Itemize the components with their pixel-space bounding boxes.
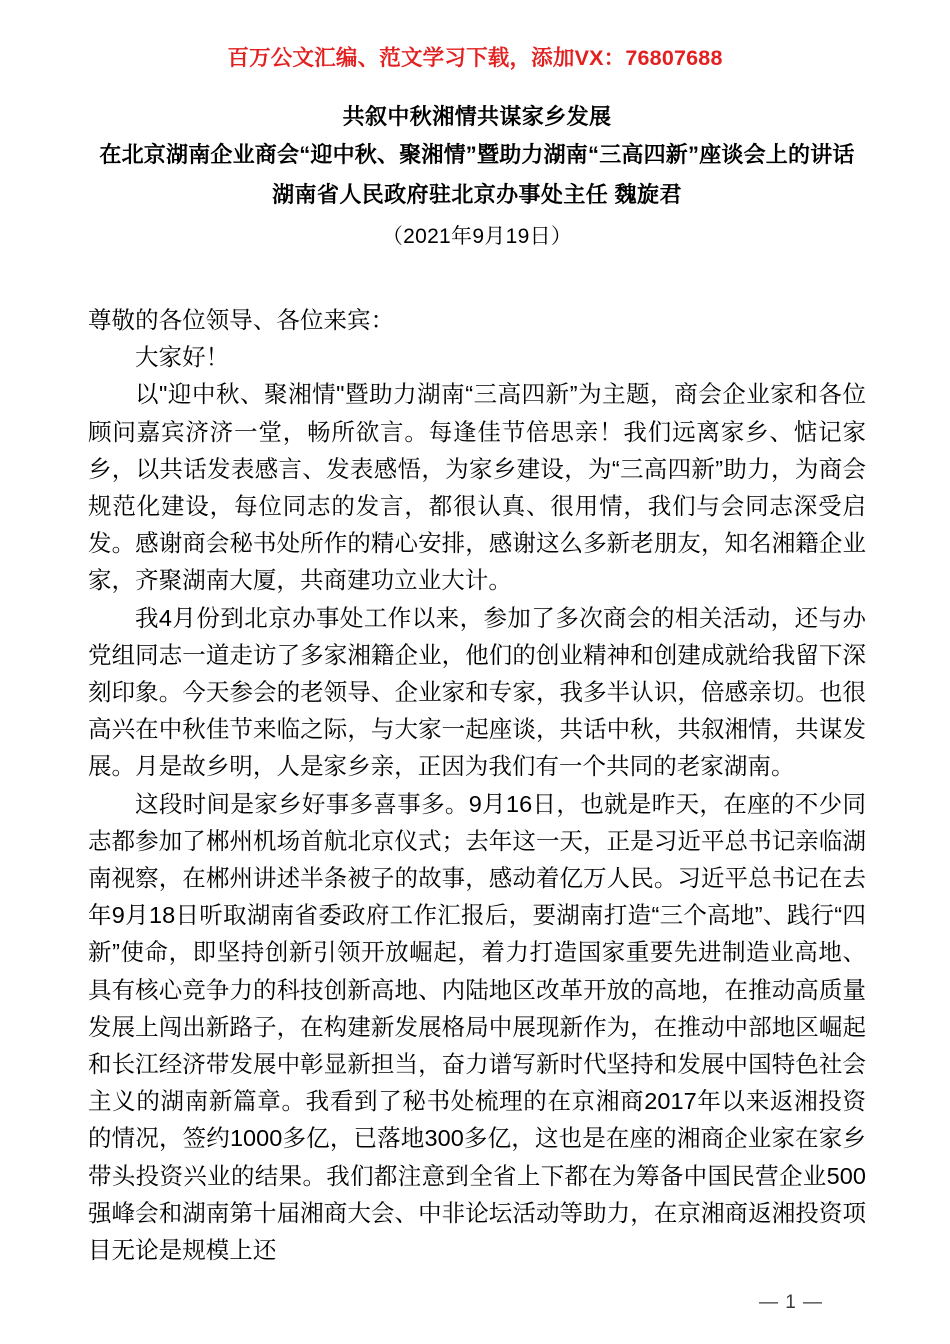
page-footer	[0, 1292, 950, 1314]
paragraph-hometown-news: 这段时间是家乡好事多喜事多。9月16日，也就是昨天，在座的不少同志都参加了郴州机场首航北京仪式；去年这一天，正是习近平总书记亲临湖南视察，在郴州讲述半条被子的故事，感动着亿万人民。习近平总书记在去年9月18日听取湖南省委政府工作汇报后，要湖南打造“三个高地”、践行“四新”使命，即坚持创新引领开放崛起，着力打造国家重要先进制造业高地、具有核心竞争力的科技创新高地、内陆地区改革开放的高地，在推动高质量发展上闯出新路子，在构建新发展格局中展现新作为，在推动中部地区崛起和长江经济带发展中彰显新担当，奋力谱写新时代坚持和发展中国特色社会主义的湖南新篇章。我看到了秘书处梳理的在京湘商2017年以来返湘投资的情况，签约1000多亿，已落地300多亿，这也是在座的湘商企业家在家乡带头投资兴业的结果。我们都注意到全省上下都在为筹备中国民营企业500强峰会和湖南第十届湘商大会、中非论坛活动等助力，在京湘商返湘投资项目无论是规模上还	[88, 790, 866, 1264]
title-block	[88, 98, 866, 258]
document-body	[88, 98, 866, 1269]
paragraph-visits: 我4月份到北京办事处工作以来，参加了多次商会的相关活动，还与办党组同志一道走访了多家湘籍企业，他们的创业精神和创建成就给我留下深刻印象。今天参会的老领导、企业家和专家，我多半认识，倍感亲切。也很高兴在中秋佳节来临之际，与大家一起座谈，共话中秋，共叙湘情，共谋发展。月是故乡明，人是家乡亲，正因为我们有一个共同的老家湖南。	[88, 604, 866, 780]
paragraph-theme: 以"迎中秋、聚湘情"暨助力湖南“三高四新”为主题，商会企业家和各位顾问嘉宾济济一堂，畅所欲言。每逢佳节倍思亲！我们远离家乡、惦记家乡，以共话发表感言、发表感悟，为家乡建设，为“三高四新”助力，为商会规范化建设，每位同志的发言，都很认真、很用情，我们与会同志深受启发。感谢商会秘书处所作的精心安排，感谢这么多新老朋友，知名湘籍企业家，齐聚湖南大厦，共商建功立业大计。	[88, 381, 866, 594]
page-number: — 1 —	[758, 1292, 824, 1313]
promo-banner: 百万公文汇编、范文学习下载，添加VX：76807688	[227, 46, 723, 70]
document-subtitle: 在北京湖南企业商会“迎中秋、聚湘情”暨助力湖南“三高四新”座谈会上的讲话	[99, 142, 855, 167]
paragraph-greeting: 大家好！	[135, 344, 230, 371]
document-title: 共叙中秋湘情共谋家乡发展	[342, 104, 612, 129]
salutation: 尊敬的各位领导、各位来宾：	[88, 307, 395, 333]
document-date: （2021年9月19日）	[381, 225, 573, 248]
body-text	[88, 302, 866, 1269]
document-byline: 湖南省人民政府驻北京办事处主任 魏旋君	[272, 182, 682, 207]
